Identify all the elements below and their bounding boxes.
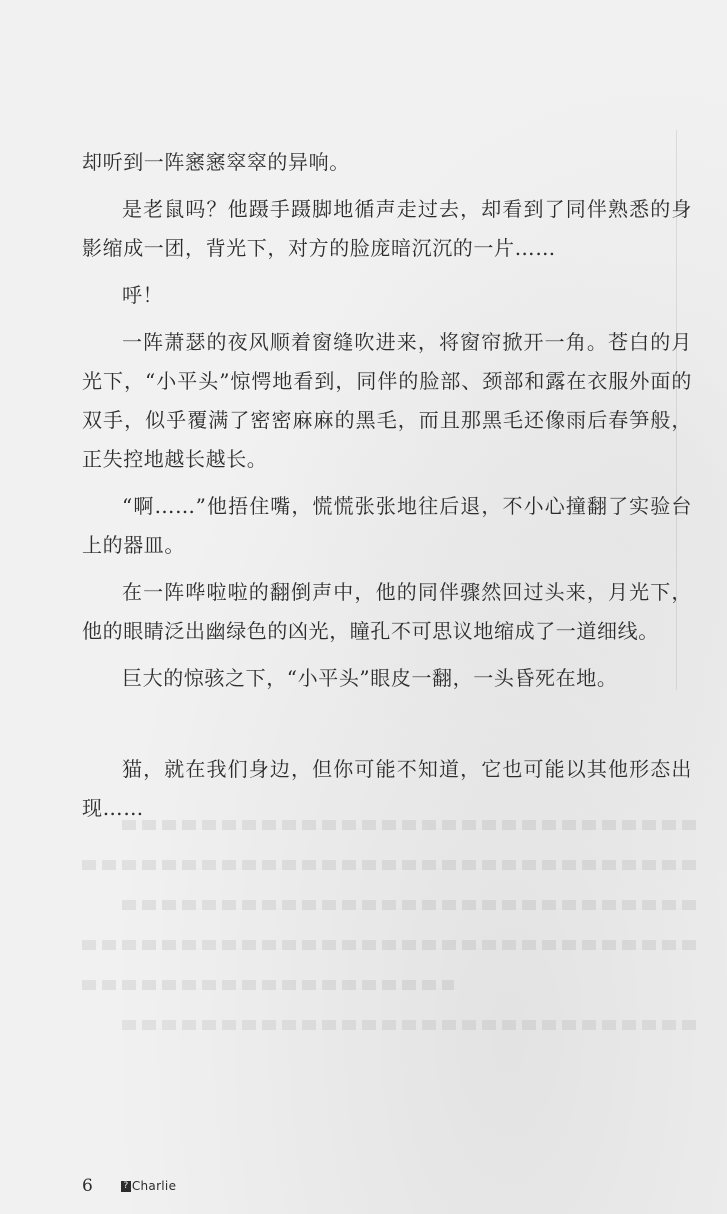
body-text — [82, 143, 692, 836]
page-number: 6 — [82, 1176, 93, 1196]
paragraph-6: 在一阵哗啦啦的翻倒声中，他的同伴骤然回过头来，月光下，他的眼睛泛出幽绿色的凶光，瞳孔不可思议地缩成了一道细线。 — [82, 580, 692, 643]
paragraph-7: 巨大的惊骇之下，“小平头”眼皮一翻，一头昏死在地。 — [122, 666, 618, 690]
question-mark-icon: ? — [121, 1181, 131, 1192]
paragraph-3: 呼！ — [122, 283, 164, 307]
series-brand — [121, 1179, 176, 1193]
bleed-through-text — [82, 820, 702, 1060]
paragraph-1: 却听到一阵窸窸窣窣的异响。 — [82, 150, 350, 174]
paragraph-5: “啊……”他捂住嘴，慌慌张张地往后退，不小心撞翻了实验台上的器皿。 — [82, 494, 692, 557]
paragraph-4: 一阵萧瑟的夜风顺着窗缝吹进来，将窗帘掀开一角。苍白的月光下，“小平头”惊愕地看到，同伴的脸部、颈部和露在衣服外面的双手，似乎覆满了密密麻麻的黑毛，而且那黑毛还像雨后春笋般，正失控地越长越长。 — [82, 330, 692, 471]
page-footer — [82, 1175, 176, 1197]
paragraph-2: 是老鼠吗？他蹑手蹑脚地循声走过去，却看到了同伴熟悉的身影缩成一团，背光下，对方的脸庞暗沉沉的一片…… — [82, 197, 692, 260]
paragraph-8: 猫，就在我们身边，但你可能不知道，它也可能以其他形态出现…… — [82, 757, 692, 820]
brand-name: Charlie — [131, 1179, 177, 1193]
